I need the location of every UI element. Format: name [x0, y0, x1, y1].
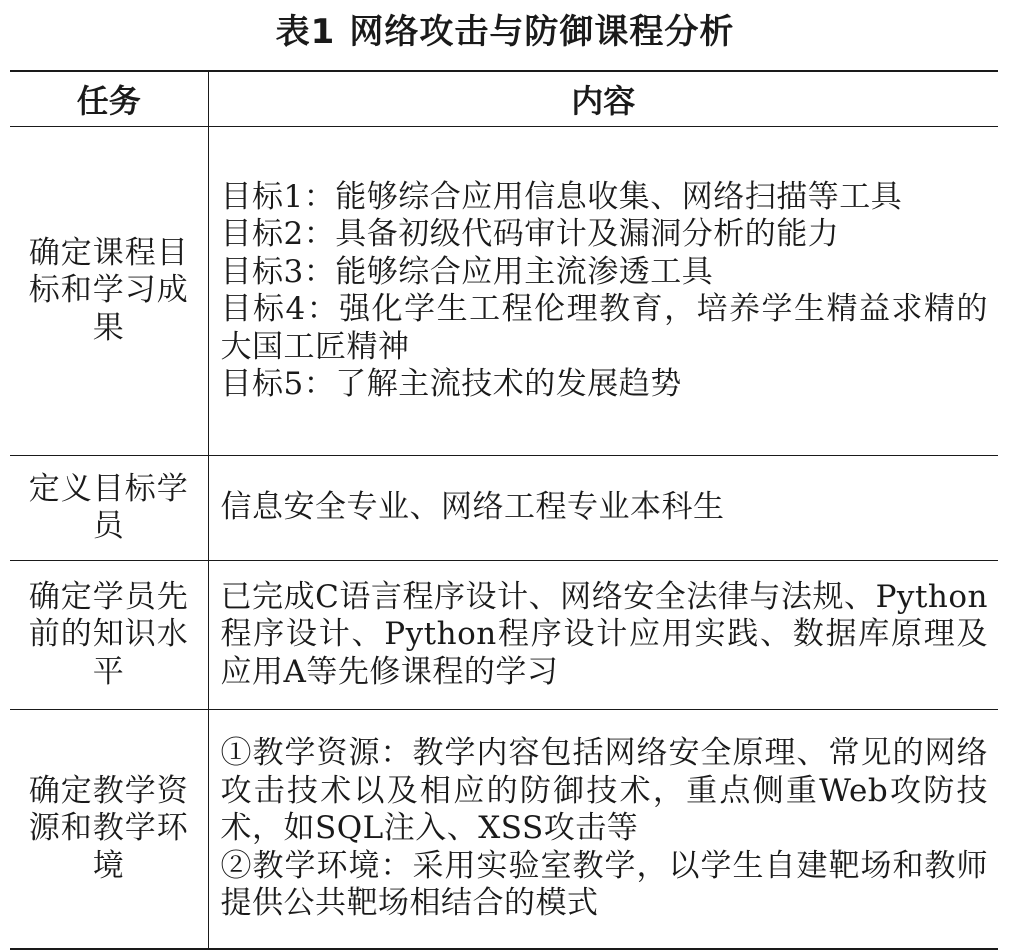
content-line: 目标4：强化学生工程伦理教育，培养学生精益求精的大国工匠精神 — [220, 291, 988, 365]
table-row — [10, 127, 998, 456]
content-cell — [208, 456, 998, 561]
content-line: 信息安全专业、网络工程专业本科生 — [220, 489, 725, 526]
table-row — [10, 561, 998, 710]
content-cell — [208, 561, 998, 710]
content-line: 目标1：能够综合应用信息收集、网络扫描等工具 — [220, 178, 903, 215]
table-row — [10, 710, 998, 950]
content-line: ②教学环境：采用实验室教学，以学生自建靶场和教师提供公共靶场相结合的模式 — [220, 847, 988, 922]
content-line: 已完成C语言程序设计、网络安全法律与法规、Python程序设计、Python程序设计应用实践、数据库原理及应用A等先修课程的学习 — [220, 578, 988, 690]
content-line: 目标5：了解主流技术的发展趋势 — [220, 366, 682, 402]
task-cell: 确定课程目标和学习成果 — [10, 127, 208, 456]
content-line: 目标2：具备初级代码审计及漏洞分析的能力 — [220, 216, 840, 252]
header-task: 任务 — [10, 71, 208, 127]
table-caption-label: 表1 — [275, 12, 336, 52]
table-header-row — [10, 71, 998, 127]
table-row — [10, 456, 998, 561]
content-line: 目标3：能够综合应用主流渗透工具 — [220, 253, 714, 290]
task-cell: 定义目标学员 — [10, 456, 208, 561]
table-caption-text: 网络攻击与防御课程分析 — [349, 12, 735, 52]
content-cell — [208, 710, 998, 950]
course-analysis-table — [10, 70, 998, 950]
content-cell — [208, 127, 998, 456]
task-cell: 确定教学资源和教学环境 — [10, 710, 208, 950]
table-caption — [0, 10, 1010, 54]
task-cell: 确定学员先前的知识水平 — [10, 561, 208, 710]
content-line: ①教学资源：教学内容包括网络安全原理、常见的网络攻击技术以及相应的防御技术，重点侧重Web攻防技术，如SQL注入、XSS攻击等 — [220, 735, 988, 847]
header-content: 内容 — [571, 82, 636, 120]
